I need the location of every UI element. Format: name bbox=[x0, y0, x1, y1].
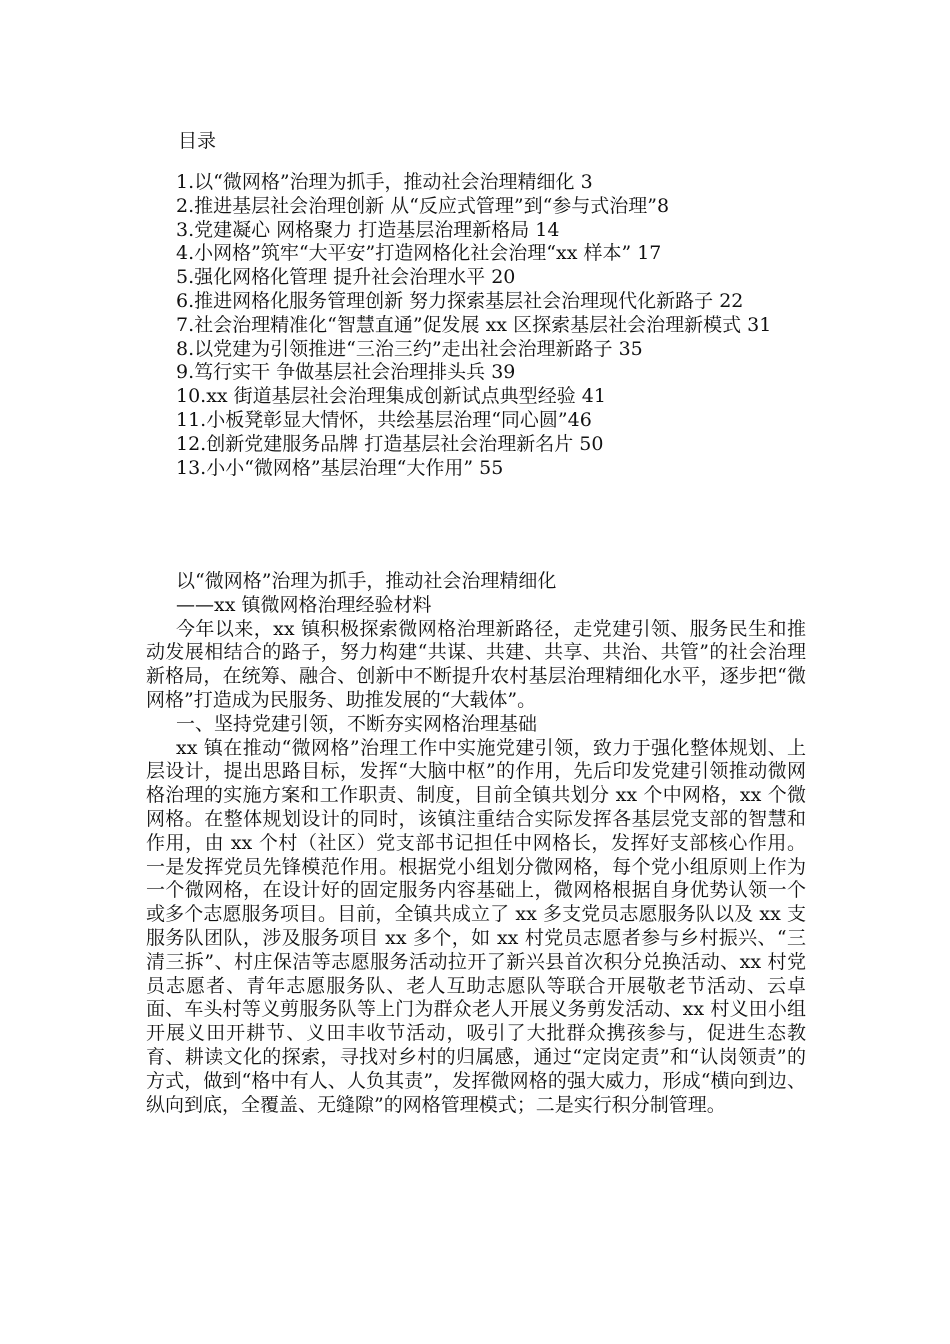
section-heading-1: 一、坚持党建引领，不断夯实网格治理基础 bbox=[176, 712, 538, 735]
toc-entry-11[interactable]: 11.小板凳彰显大情怀，共绘基层治理“同心圆”46 bbox=[176, 408, 592, 431]
toc-entry-4[interactable]: 4.小网格”筑牢“大平安”打造网格化社会治理“xx 样本” 17 bbox=[176, 242, 662, 265]
toc-entry-9[interactable]: 9.笃行实干 争做基层社会治理排头兵 39 bbox=[176, 361, 516, 384]
section-body-1: xx 镇在推动“微网格”治理工作中实施党建引领，致力于强化整体规划、上层设计，提出思路目标，发挥“大脑中枢”的作用，先后印发党建引领推动微网格治理的实施方案和工作职责、制度，目前全镇共划分 xx 个中网格，xx 个微网格。在整体规划设计的同时，该镇注重结合实际发挥各基层党支部的智慧和作用，由 xx 个村（社区）党支部书记担任中网格长，发挥好支部核心作用。一是发挥党员先锋模范作用。根据党小组划分微网格，每个党小组原则上作为一个微网格，在设计好的固定服务内容基础上，微网格根据自身优势认领一个或多个志愿服务项目。目前，全镇共成立了 xx 多支党员志愿服务队以及 xx 支服务队团队，涉及服务项目 xx 多个，如 xx 村党员志愿者参与乡村振兴、“三清三拆”、村庄保洁等志愿服务活动拉开了新兴县首次积分兑换活动、xx 村党员志愿者、青年志愿服务队、老人互助志愿队等联合开展敬老节活动、云卓面、车头村等义剪服务队等上门为群众老人开展义务剪发活动、xx 村义田小组开展义田开耕节、义田丰收节活动，吸引了大批群众携孩参与，促进生态教育、耕读文化的探索，寻找对乡村的归属感，通过“定岗定责”和“认岗领责”的方式，做到“格中有人、人负其责”，发挥微网格的强大威力，形成“横向到边、纵向到底，全覆盖、无缝隙”的网格管理模式；二是实行积分制管理。 bbox=[146, 736, 806, 1116]
toc-entry-13[interactable]: 13.小小“微网格”基层治理“大作用” 55 bbox=[176, 456, 504, 479]
table-of-contents bbox=[146, 171, 806, 480]
toc-entry-1[interactable]: 1.以“微网格”治理为抓手，推动社会治理精细化 3 bbox=[176, 171, 593, 193]
toc-entry-5[interactable]: 5.强化网格化管理 提升社会治理水平 20 bbox=[176, 266, 516, 289]
toc-title: 目录 bbox=[178, 130, 217, 152]
toc-entry-8[interactable]: 8.以党建为引领推进“三治三约”走出社会治理新路子 35 bbox=[176, 337, 643, 360]
article-subtitle: ——xx 镇微网格治理经验材料 bbox=[176, 593, 432, 616]
toc-entry-2[interactable]: 2.推进基层社会治理创新 从“反应式管理”到“参与式治理”8 bbox=[176, 194, 670, 217]
toc-entry-12[interactable]: 12.创新党建服务品牌 打造基层社会治理新名片 50 bbox=[176, 432, 604, 455]
article-title: 以“微网格”治理为抓手，推动社会治理精细化 bbox=[176, 570, 557, 592]
toc-entry-6[interactable]: 6.推进网格化服务管理创新 努力探索基层社会治理现代化新路子 22 bbox=[176, 289, 744, 312]
toc-entry-10[interactable]: 10.xx 街道基层社会治理集成创新试点典型经验 41 bbox=[176, 385, 606, 408]
intro-paragraph: 今年以来，xx 镇积极探索微网格治理新路径，走党建引领、服务民生和推动发展相结合的路子，努力构建“共谋、共建、共享、共治、共管”的社会治理新格局，在统筹、融合、创新中不断提升农村基层治理精细化水平，逐步把“微网格”打造成为民服务、助推发展的“大载体”。 bbox=[146, 617, 806, 711]
toc-entry-3[interactable]: 3.党建凝心 网格聚力 打造基层治理新格局 14 bbox=[176, 218, 560, 241]
toc-entry-7[interactable]: 7.社会治理精准化“智慧直通”促发展 xx 区探索基层社会治理新模式 31 bbox=[176, 313, 772, 336]
article bbox=[146, 570, 806, 1117]
